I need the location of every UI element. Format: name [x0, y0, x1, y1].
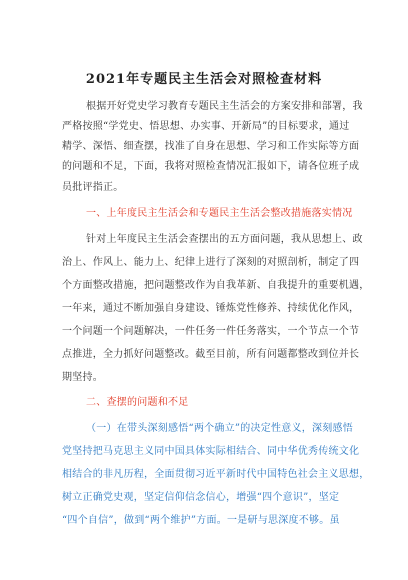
section-heading-2: 二、查摆的问题和不足	[86, 397, 189, 408]
paragraph-2-line-2: 治上、作风上、能力上、纪律上进行了深刻的对照剖析，制定了四	[62, 257, 360, 268]
paragraph-3-line-3: 相结合的非凡历程，全面贯彻习近平新时代中国特色社会主义思想，	[62, 469, 370, 480]
paragraph-2-line-5: 一个问题一个问题解决，一件任务一件任务落实，一个节点一个节	[62, 326, 360, 337]
paragraph-2-line-4: 一年来，通过不断加强自身建设、锤炼党性修养、持续优化作风，	[62, 303, 360, 314]
paragraph-2-line-6: 点推进，全力抓好问题整改。截至目前，所有问题都整改到位并长	[62, 349, 360, 360]
paragraph-1-line-2: 严格按照“学党史、悟思想、办实事、开新局”的目标要求，通过	[62, 121, 350, 132]
paragraph-3-line-2: 党坚持把马克思主义同中国具体实际相结合、同中华优秀传统文化	[62, 446, 360, 457]
section-heading-1: 一、上年度民主生活会和专题民主生活会整改措施落实情况	[86, 208, 353, 219]
paragraph-1-line-5: 员批评指正。	[62, 182, 124, 193]
paragraph-3-line-1: （一）在带头深刻感悟“两个确立”的决定性意义，深刻感悟	[86, 423, 353, 434]
paragraph-3-line-5: “四个自信”，做到“两个维护”方面。一是研与思深度不够。虽	[62, 515, 340, 526]
document-title: 2021年专题民主生活会对照检查材料	[85, 72, 323, 87]
paragraph-1-line-3: 精学、深悟、细查摆，找准了自身在思想、学习和工作实际等方面	[62, 141, 360, 152]
paragraph-3-line-4: 树立正确党史观，坚定信仰信念信心，增强“四个意识”，坚定	[62, 492, 340, 503]
paragraph-2-line-7: 期坚持。	[62, 372, 103, 383]
paragraph-2-line-1: 针对上年度民主生活会查摆出的五方面问题，我从思想上、政	[86, 234, 363, 245]
paragraph-1-line-1: 根据开好党史学习教育专题民主生活会的方案安排和部署，我	[86, 101, 363, 112]
paragraph-1-line-4: 的问题和不足，下面，我将对照检查情况汇报如下，请各位班子成	[62, 161, 360, 172]
paragraph-2-line-3: 个方面整改措施，把问题整改作为自我革新、自我提升的重要机遇，	[62, 280, 370, 291]
